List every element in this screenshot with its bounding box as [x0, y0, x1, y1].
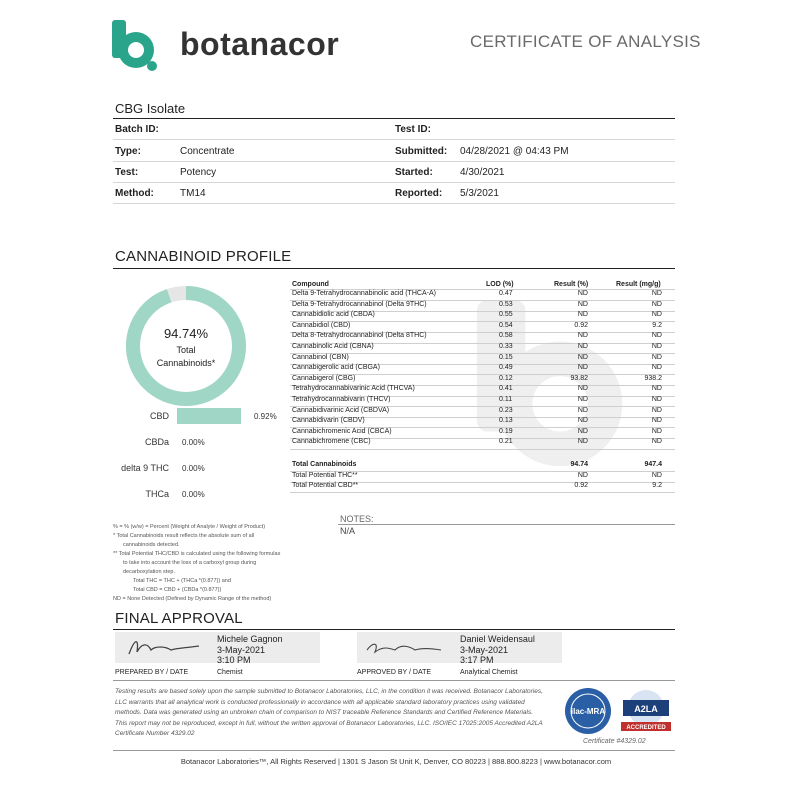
- footnote-line: decarboxylation step.: [123, 569, 175, 575]
- result-mg-cell: ND: [651, 427, 662, 435]
- col-compound: Compound: [292, 281, 329, 288]
- started-value: 4/30/2021: [460, 167, 505, 178]
- notes-label: NOTES:: [340, 514, 374, 524]
- compound-cell: Cannabigerol (CBG): [292, 374, 356, 382]
- submitted-label: Submitted:: [395, 146, 448, 157]
- bar-label: CBDa: [144, 437, 169, 447]
- test-id-label: Test ID:: [395, 124, 431, 135]
- divider: [113, 161, 675, 162]
- result-mg-cell: ND: [651, 332, 662, 340]
- compound-cell: Delta 9-Tetrahydrocannabinol (Delta 9THC): [292, 300, 427, 308]
- compound-cell: Cannabichromenic Acid (CBCA): [292, 427, 392, 435]
- total-compound-cell: Total Potential CBD**: [292, 482, 359, 489]
- compound-cell: Cannabigerolic acid (CBGA): [292, 364, 380, 372]
- bar-value: 0.00%: [182, 464, 205, 473]
- compound-cell: Delta 9-Tetrahydrocannabinolic acid (THCA-A): [292, 290, 436, 297]
- ilac-text: ilac-MRA: [570, 707, 606, 716]
- divider: [113, 203, 675, 204]
- reported-value: 5/3/2021: [460, 188, 499, 199]
- lod-cell: 0.19: [499, 427, 513, 435]
- col-result-mg: Result (mg/g): [616, 281, 661, 288]
- col-result-pct: Result (%): [554, 281, 589, 288]
- compound-cell: Cannabidivarinic Acid (CBDVA): [292, 406, 390, 414]
- bar-value: 0.00%: [182, 490, 205, 499]
- lod-cell: 0.13: [499, 417, 513, 425]
- cannabinoid-profile-title: CANNABINOID PROFILE: [115, 248, 292, 265]
- result-pct-cell: ND: [577, 343, 588, 350]
- result-mg-cell: ND: [651, 385, 662, 393]
- result-mg-cell: ND: [651, 406, 662, 414]
- result-mg-cell: ND: [651, 438, 662, 446]
- product-name: CBG Isolate: [115, 101, 186, 116]
- document-title: CERTIFICATE OF ANALYSIS: [470, 32, 701, 51]
- compound-cell: Cannabinol (CBN): [292, 353, 349, 361]
- result-mg-cell: ND: [651, 343, 662, 350]
- result-mg-cell: ND: [651, 417, 662, 425]
- prepared-by-label: PREPARED BY / DATE: [115, 669, 189, 676]
- approver-signature: [365, 638, 445, 660]
- lod-cell: 0.11: [499, 396, 513, 403]
- divider: [113, 750, 675, 751]
- result-mg-cell: ND: [651, 353, 662, 361]
- lod-cell: 0.54: [499, 321, 513, 329]
- lod-cell: 0.53: [499, 300, 513, 308]
- bar-label: delta 9 THC: [121, 463, 169, 473]
- bar-value: 0.92%: [254, 412, 277, 421]
- lod-cell: 0.41: [499, 385, 513, 393]
- lod-cell: 0.58: [499, 332, 513, 340]
- compound-cell: Cannabidiolic acid (CBDA): [292, 311, 375, 319]
- lod-cell: 0.23: [499, 406, 513, 414]
- compound-cell: Cannabidiol (CBD): [292, 321, 351, 329]
- result-pct-cell: ND: [577, 427, 588, 435]
- preparer-signature: [125, 636, 205, 660]
- result-pct-cell: ND: [577, 364, 588, 372]
- result-mg-cell: 938.2: [644, 374, 662, 382]
- lod-cell: 0.55: [499, 311, 513, 319]
- result-mg-cell: ND: [651, 311, 662, 319]
- total-mg-cell: 947.4: [644, 461, 662, 468]
- total-compound-cell: Total Cannabinoids: [292, 461, 357, 468]
- preparer-time: 3:10 PM: [217, 655, 251, 665]
- result-pct-cell: ND: [577, 290, 588, 297]
- total-mg-cell: ND: [651, 472, 662, 479]
- bar-label: THCa: [145, 489, 169, 499]
- bar-fill: [177, 408, 241, 424]
- result-pct-cell: ND: [577, 353, 588, 361]
- notes-value: N/A: [340, 526, 356, 536]
- bar-track: [177, 408, 247, 424]
- started-label: Started:: [395, 167, 433, 178]
- accredited-text: ACCREDITED: [626, 725, 666, 731]
- batch-id-label: Batch ID:: [115, 124, 159, 135]
- footnote-line: cannabinoids detected.: [123, 542, 180, 548]
- submitted-value: 04/28/2021 @ 04:43 PM: [460, 146, 569, 157]
- divider: [113, 629, 675, 630]
- divider: [113, 139, 675, 140]
- type-label: Type:: [115, 146, 141, 157]
- total-pct-cell: 0.92: [574, 482, 588, 489]
- total-pct-cell: ND: [577, 472, 588, 479]
- result-mg-cell: ND: [651, 300, 662, 308]
- result-mg-cell: ND: [651, 290, 662, 297]
- footer-text: Botanacor Laboratories™, All Rights Reserved | 1301 S Jason St Unit K, Denver, CO 80223 | 888.800.8223 | www.botanacor.com: [180, 757, 612, 766]
- result-pct-cell: 0.92: [574, 321, 588, 329]
- result-mg-cell: ND: [651, 396, 662, 403]
- method-label: Method:: [115, 188, 154, 199]
- result-pct-cell: ND: [577, 311, 588, 319]
- lod-cell: 0.15: [499, 353, 513, 361]
- result-pct-cell: ND: [577, 417, 588, 425]
- footnote-line: ND = None Detected (Defined by Dynamic Range of the method): [113, 596, 272, 602]
- compound-cell: Delta 8-Tetrahydrocannabinol (Delta 8THC): [292, 332, 427, 340]
- total-cannabinoids-label: [125, 344, 247, 370]
- result-pct-cell: ND: [577, 332, 588, 340]
- total-label-line1: Total: [176, 345, 196, 355]
- footnote-line: ** Total Potential THC/CBD is calculated using the following formulas: [113, 551, 281, 557]
- compound-cell: Cannabichromene (CBC): [292, 438, 371, 446]
- lod-cell: 0.47: [499, 290, 513, 297]
- result-pct-cell: ND: [577, 300, 588, 308]
- total-mg-cell: 9.2: [652, 482, 662, 489]
- total-label-line2: Cannabinoids*: [156, 358, 216, 368]
- lod-cell: 0.21: [499, 438, 513, 446]
- divider: [113, 680, 675, 681]
- preparer-name: Michele Gagnon: [217, 634, 283, 644]
- a2la-accredited-logo-icon: [617, 688, 675, 734]
- result-pct-cell: ND: [577, 438, 588, 446]
- divider: [113, 118, 675, 119]
- footnote-line: to take into account the loss of a carboxyl group during: [123, 560, 257, 566]
- reported-label: Reported:: [395, 188, 443, 199]
- result-pct-cell: ND: [577, 396, 588, 403]
- approved-by-label: APPROVED BY / DATE: [357, 669, 432, 676]
- preparer-date: 3-May-2021: [217, 645, 266, 655]
- approver-role: Analytical Chemist: [460, 669, 518, 676]
- ilac-mra-logo-icon: [560, 686, 616, 736]
- result-pct-cell: ND: [577, 406, 588, 414]
- compound-cell: Tetrahydrocannabivarin (THCV): [292, 396, 391, 403]
- footnote-line: Total CBD = CBD + (CBDa *(0.877)): [133, 587, 222, 593]
- col-lod: LOD (%): [486, 281, 514, 288]
- row-divider: [290, 492, 675, 493]
- lod-cell: 0.33: [499, 343, 513, 350]
- bar-label: CBD: [149, 411, 169, 421]
- compound-cell: Cannabinolic Acid (CBNA): [292, 343, 374, 350]
- preparer-role: Chemist: [217, 669, 243, 676]
- a2la-text: A2LA: [634, 704, 658, 714]
- bar-value: 0.00%: [182, 438, 205, 447]
- brand-name: botanacor: [180, 26, 340, 62]
- result-mg-cell: ND: [651, 364, 662, 372]
- footnote-line: Total THC = THC + (THCa *(0.877)) and: [133, 578, 231, 584]
- result-mg-cell: 9.2: [652, 321, 662, 329]
- method-value: TM14: [180, 188, 206, 199]
- lod-cell: 0.12: [499, 374, 513, 382]
- result-pct-cell: 93.82: [570, 374, 588, 382]
- compound-cell: Cannabidivarin (CBDV): [292, 417, 365, 425]
- botanacor-logo-icon: [110, 20, 162, 72]
- final-approval-title: FINAL APPROVAL: [115, 610, 243, 627]
- footnote-line: % = % (w/w) = Percent (Weight of Analyte / Weight of Product): [113, 524, 266, 530]
- type-value: Concentrate: [180, 146, 235, 157]
- test-label: Test:: [115, 167, 139, 178]
- disclaimer-text: Testing results are based solely upon the sample submitted to Botanacor Laboratories, LLC, in the condition it was received. Botanacor Laboratories, LLC warrants that all analytical work is conducted professionally in accordance with all applicable standard laboratory practices using validated methods. Data was generated using an unbroken chain of comparison to NIST traceable Reference Standards and Certified Reference Materials. This report may not be reproduced, except in full, without the written approval of Botanacor Laboratories, LLC. ISO/IEC 17025:2005 Accredited A2LA Certificate Number 4329.02: [115, 688, 543, 737]
- approver-name: Daniel Weidensaul: [460, 634, 535, 644]
- approver-date: 3-May-2021: [460, 645, 509, 655]
- certificate-number: Certificate #4329.02: [583, 738, 646, 745]
- test-value: Potency: [180, 167, 217, 178]
- divider: [113, 268, 675, 269]
- total-percent: 94.74%: [163, 326, 209, 341]
- approver-time: 3:17 PM: [460, 655, 494, 665]
- total-compound-cell: Total Potential THC**: [292, 472, 358, 479]
- divider: [338, 524, 675, 525]
- compound-cell: Tetrahydrocannabivarinic Acid (THCVA): [292, 385, 415, 393]
- lod-cell: 0.49: [499, 364, 513, 372]
- row-divider: [290, 449, 675, 450]
- divider: [113, 182, 675, 183]
- result-pct-cell: ND: [577, 385, 588, 393]
- total-pct-cell: 94.74: [570, 461, 588, 468]
- footnote-line: * Total Cannabinoids result reflects the absolute sum of all: [113, 533, 255, 539]
